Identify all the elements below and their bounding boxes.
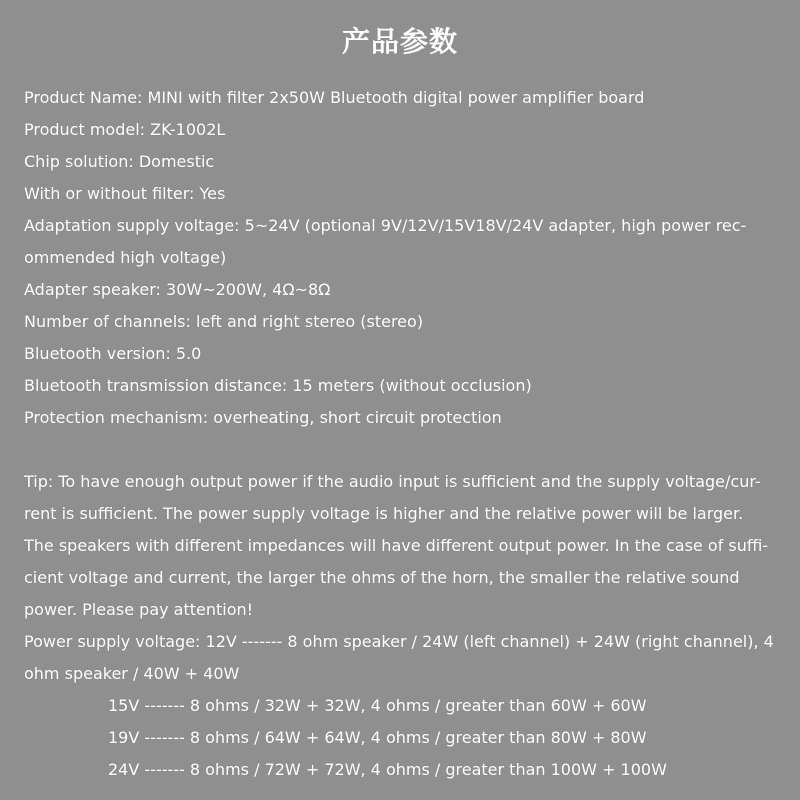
spec-line: Adapter speaker: 30W~200W, 4Ω~8Ω [24,280,331,299]
spec-line: Product Name: MINI with filter 2x50W Bluetooth digital power amplifier board [24,88,645,107]
spec-line: Number of channels: left and right stereo (stereo) [24,312,424,331]
spec-line: Bluetooth transmission distance: 15 meters (without occlusion) [24,376,532,395]
section-spacer [24,434,776,466]
spec-line: Adaptation supply voltage: 5~24V (optional 9V/12V/15V18V/24V adapter, high power rec- [24,216,747,235]
tip-line: Power supply voltage: 12V ------- 8 ohm speaker / 24W (left channel) + 24W (right channel), 4 [24,632,774,651]
tip-line: rent is sufficient. The power supply voltage is higher and the relative power will be larger. [24,504,744,523]
spec-line: Chip solution: Domestic [24,152,215,171]
spec-line: ommended high voltage) [24,248,227,267]
spec-line: Product model: ZK-1002L [24,120,226,139]
spec-line: Protection mechanism: overheating, short circuit protection [24,408,502,427]
tip-line: Tip: To have enough output power if the audio input is sufficient and the supply voltage/cur- [24,472,761,491]
voltage-row: 24V ------- 8 ohms / 72W + 72W, 4 ohms / greater than 100W + 100W [108,760,667,779]
tip-section [24,466,776,690]
spec-line: Bluetooth version: 5.0 [24,344,202,363]
tip-line: cient voltage and current, the larger the ohms of the horn, the smaller the relative sound [24,568,740,587]
tip-line: The speakers with different impedances will have different output power. In the case of suffi- [24,536,769,555]
voltage-row: 15V ------- 8 ohms / 32W + 32W, 4 ohms / greater than 60W + 60W [108,696,647,715]
spec-line: With or without filter: Yes [24,184,226,203]
voltage-row: 19V ------- 8 ohms / 64W + 64W, 4 ohms / greater than 80W + 80W [108,728,647,747]
page-title: 产品参数 [341,25,458,58]
tip-line: power. Please pay attention! [24,600,254,619]
spec-list [24,82,776,434]
voltage-table [24,690,776,786]
tip-line: ohm speaker / 40W + 40W [24,664,240,683]
